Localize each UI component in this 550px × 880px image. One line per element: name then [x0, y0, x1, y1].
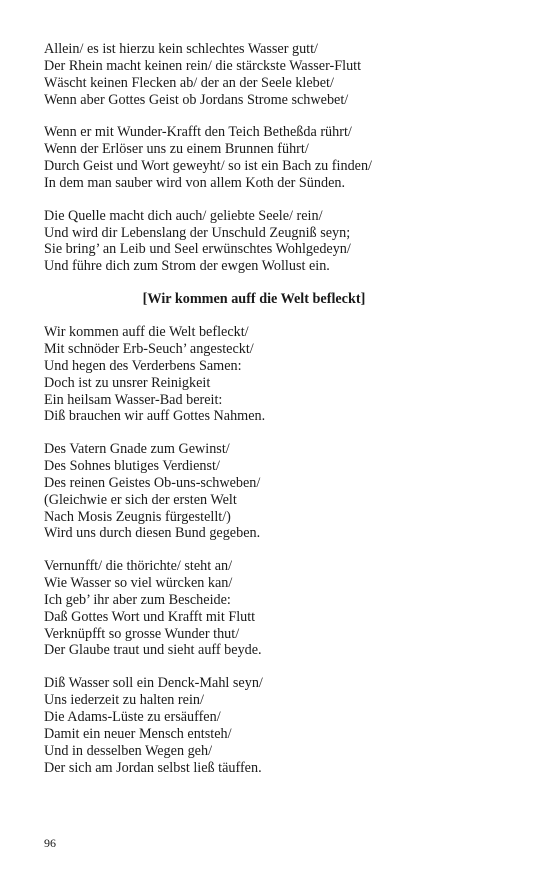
verse-line: Diß brauchen wir auff Gottes Nahmen. — [44, 408, 266, 425]
verse-line: Ein heilsam Wasser-Bad bereit: — [44, 391, 223, 408]
verse-line: Allein/ es ist hierzu kein schlechtes Wasser gutt/ — [44, 41, 319, 57]
verse-line: Vernunfft/ die thörichte/ steht an/ — [44, 558, 233, 575]
stanza — [44, 441, 514, 542]
verse-line: Die Quelle macht dich auch/ geliebte Seele/ rein/ — [44, 207, 323, 224]
verse-line: Der Rhein macht keinen rein/ die stärckste Wasser-Flutt — [44, 57, 362, 74]
verse-line: Die Adams-Lüste zu ersäuffen/ — [44, 709, 221, 725]
page-number: 96 — [44, 836, 56, 850]
stanza — [44, 558, 514, 659]
verse-line: Wenn er mit Wunder-Krafft den Teich Betheßda rührt/ — [44, 124, 352, 141]
verse-line: Diß Wasser soll ein Denck-Mahl seyn/ — [44, 675, 263, 692]
verse-line: Und hegen des Verderbens Samen: — [44, 357, 242, 374]
verse-line: Wenn der Erlöser uns zu einem Brunnen führt/ — [44, 141, 309, 158]
verse-line: Daß Gottes Wort und Krafft mit Flutt — [44, 608, 256, 625]
verse-line: In dem man sauber wird von allem Koth der Sünden. — [44, 174, 346, 191]
verse-line: (Gleichwie er sich der ersten Welt — [44, 491, 237, 508]
verse-line: Wenn aber Gottes Geist ob Jordans Strome schwebet/ — [44, 91, 349, 108]
stanza — [44, 124, 514, 191]
verse-line: Wird uns durch diesen Bund gegeben. — [44, 525, 261, 542]
verse-line: Des Sohnes blutiges Verdienst/ — [44, 458, 220, 475]
page-body — [44, 41, 514, 792]
verse-line: Wir kommen auff die Welt befleckt/ — [44, 324, 249, 341]
stanza — [44, 675, 514, 776]
verse-line: Verknüpfft so grosse Wunder thut/ — [44, 625, 240, 642]
verse-line: Der sich am Jordan selbst ließ täuffen. — [44, 759, 262, 776]
verse-line: Durch Geist und Wort geweyht/ so ist ein Bach zu finden/ — [44, 158, 372, 175]
verse-line: Uns iederzeit zu halten rein/ — [44, 692, 204, 709]
stanza — [44, 324, 514, 425]
stanza — [44, 208, 514, 275]
verse-line: Des reinen Geistes Ob-uns-schweben/ — [44, 474, 261, 491]
verse-line: Mit schnöder Erb-Seuch’ angesteckt/ — [44, 340, 254, 357]
verse-line: Und wird dir Lebenslang der Unschuld Zeugniß seyn; — [44, 224, 351, 241]
verse-line: Und in desselben Wegen geh/ — [44, 742, 213, 759]
verse-line: Wie Wasser so viel würcken kan/ — [44, 575, 233, 592]
verse-line: Und führe dich zum Strom der ewgen Wollust ein. — [44, 258, 330, 275]
verse-line: Wäscht keinen Flecken ab/ der an der Seele klebet/ — [44, 74, 334, 91]
verse-line: Doch ist zu unsrer Reinigkeit — [44, 374, 211, 391]
verse-line: Nach Mosis Zeugnis fürgestellt/) — [44, 508, 231, 525]
verse-line: Sie bring’ an Leib und Seel erwünschtes Wohlgedeyn/ — [44, 241, 351, 258]
verse-line: Der Glaube traut und sieht auff beyde. — [44, 642, 262, 659]
verse-line: Damit ein neuer Mensch entsteh/ — [44, 725, 232, 742]
poem-heading: [Wir kommen auff die Welt befleckt] — [142, 291, 366, 308]
verse-line: Des Vatern Gnade zum Gewinst/ — [44, 441, 230, 458]
stanza — [44, 41, 514, 108]
verse-line: Ich geb’ ihr aber zum Bescheide: — [44, 591, 231, 608]
